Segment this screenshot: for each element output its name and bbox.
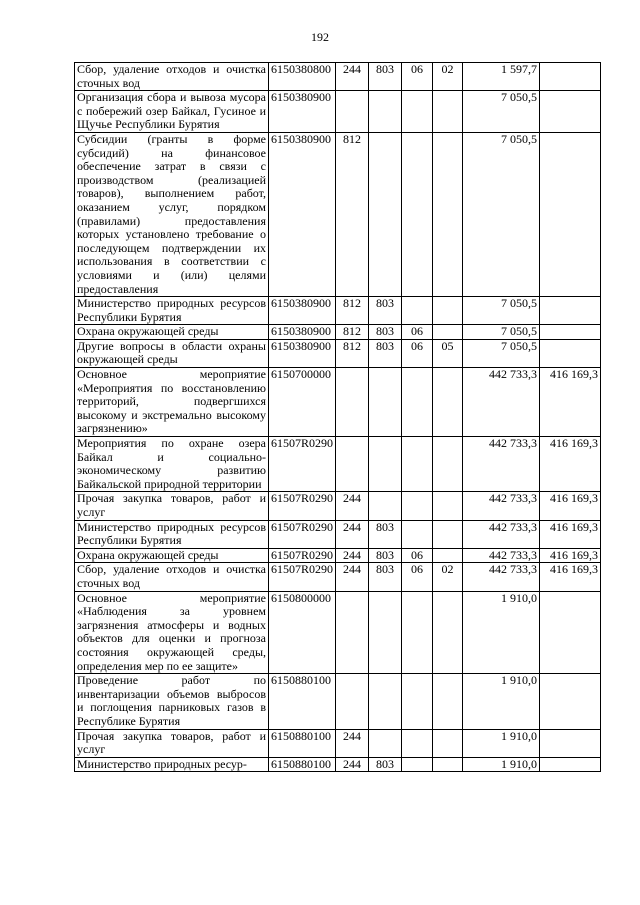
- page-number: 192: [311, 30, 329, 44]
- row-name-cell: Основное мероприятие «Мероприятия по восстановлению территорий, подвергшихся высокому и экстремально высокому загрязнению»: [75, 368, 269, 437]
- amount-total-cell: 7 050,5: [463, 132, 540, 296]
- table-row: [75, 297, 601, 325]
- target-article-cell: 61507R0290: [269, 437, 336, 492]
- table-row: [75, 757, 601, 772]
- table-row: [75, 591, 601, 674]
- target-article-cell: 6150380800: [269, 63, 336, 91]
- section-cell: [402, 132, 433, 296]
- target-article-cell: 61507R0290: [269, 548, 336, 563]
- ministry-code-cell: 803: [369, 520, 402, 548]
- table-row: [75, 63, 601, 91]
- ministry-code-cell: [369, 437, 402, 492]
- row-name-cell: Основное мероприятие «Наблюдения за уровнем загрязнения атмосферы и водных объектов для оценки и прогноза состояния окружающей среды, определения мер по ее защите»: [75, 591, 269, 674]
- expense-type-cell: 244: [336, 563, 369, 591]
- expense-type-cell: 244: [336, 757, 369, 772]
- table-row: [75, 563, 601, 591]
- subsection-cell: [433, 437, 463, 492]
- ministry-code-cell: [369, 132, 402, 296]
- expense-type-cell: 244: [336, 63, 369, 91]
- table-row: [75, 368, 601, 437]
- amount-total-cell: 7 050,5: [463, 91, 540, 133]
- amount-federal-cell: 416 169,3: [540, 520, 601, 548]
- amount-total-cell: 442 733,3: [463, 368, 540, 437]
- expense-type-cell: 244: [336, 520, 369, 548]
- target-article-cell: 6150380900: [269, 325, 336, 340]
- subsection-cell: [433, 674, 463, 729]
- amount-total-cell: 442 733,3: [463, 492, 540, 520]
- expense-type-cell: 812: [336, 132, 369, 296]
- row-name-cell: Мероприятия по охране озера Байкал и социально-экономическому развитию Байкальской природной территории: [75, 437, 269, 492]
- table-row: [75, 339, 601, 367]
- subsection-cell: [433, 591, 463, 674]
- ministry-code-cell: 803: [369, 563, 402, 591]
- section-cell: [402, 591, 433, 674]
- subsection-cell: 02: [433, 63, 463, 91]
- ministry-code-cell: [369, 591, 402, 674]
- subsection-cell: 02: [433, 563, 463, 591]
- section-cell: [402, 757, 433, 772]
- amount-total-cell: 442 733,3: [463, 437, 540, 492]
- amount-total-cell: 7 050,5: [463, 297, 540, 325]
- amount-federal-cell: [540, 757, 601, 772]
- subsection-cell: [433, 729, 463, 757]
- ministry-code-cell: 803: [369, 63, 402, 91]
- table-row: [75, 437, 601, 492]
- amount-federal-cell: [540, 91, 601, 133]
- section-cell: 06: [402, 325, 433, 340]
- expense-type-cell: [336, 591, 369, 674]
- section-cell: [402, 674, 433, 729]
- amount-federal-cell: [540, 325, 601, 340]
- target-article-cell: 6150800000: [269, 591, 336, 674]
- row-name-cell: Сбор, удаление отходов и очистка сточных вод: [75, 63, 269, 91]
- section-cell: 06: [402, 548, 433, 563]
- table-row: [75, 729, 601, 757]
- ministry-code-cell: 803: [369, 325, 402, 340]
- amount-federal-cell: [540, 339, 601, 367]
- row-name-cell: Охрана окружающей среды: [75, 325, 269, 340]
- subsection-cell: [433, 520, 463, 548]
- target-article-cell: 6150880100: [269, 757, 336, 772]
- table-row: [75, 325, 601, 340]
- row-name-cell: Прочая закупка товаров, работ и услуг: [75, 492, 269, 520]
- ministry-code-cell: 803: [369, 757, 402, 772]
- amount-federal-cell: 416 169,3: [540, 548, 601, 563]
- row-name-cell: Охрана окружающей среды: [75, 548, 269, 563]
- expense-type-cell: 812: [336, 339, 369, 367]
- section-cell: [402, 437, 433, 492]
- subsection-cell: [433, 368, 463, 437]
- table-row: [75, 674, 601, 729]
- amount-total-cell: 1 910,0: [463, 591, 540, 674]
- row-name-cell: Министерство природных ресур-: [75, 757, 269, 772]
- budget-table: [74, 62, 601, 772]
- amount-federal-cell: 416 169,3: [540, 437, 601, 492]
- amount-federal-cell: [540, 674, 601, 729]
- section-cell: [402, 729, 433, 757]
- target-article-cell: 61507R0290: [269, 492, 336, 520]
- subsection-cell: [433, 325, 463, 340]
- amount-federal-cell: 416 169,3: [540, 368, 601, 437]
- section-cell: [402, 91, 433, 133]
- row-name-cell: Организация сбора и вывоза мусора с побережий озер Байкал, Гусиное и Щучье Республики Бурятия: [75, 91, 269, 133]
- subsection-cell: [433, 757, 463, 772]
- amount-federal-cell: [540, 729, 601, 757]
- row-name-cell: Прочая закупка товаров, работ и услуг: [75, 729, 269, 757]
- ministry-code-cell: 803: [369, 339, 402, 367]
- amount-total-cell: 7 050,5: [463, 339, 540, 367]
- target-article-cell: 6150380900: [269, 91, 336, 133]
- expense-type-cell: 812: [336, 297, 369, 325]
- ministry-code-cell: [369, 729, 402, 757]
- expense-type-cell: [336, 91, 369, 133]
- amount-total-cell: 1 597,7: [463, 63, 540, 91]
- amount-federal-cell: 416 169,3: [540, 563, 601, 591]
- amount-federal-cell: [540, 297, 601, 325]
- subsection-cell: [433, 492, 463, 520]
- ministry-code-cell: [369, 368, 402, 437]
- amount-total-cell: 1 910,0: [463, 729, 540, 757]
- target-article-cell: 6150380900: [269, 297, 336, 325]
- amount-total-cell: 442 733,3: [463, 520, 540, 548]
- section-cell: 06: [402, 63, 433, 91]
- amount-total-cell: 1 910,0: [463, 674, 540, 729]
- row-name-cell: Субсидии (гранты в форме субсидий) на финансовое обеспечение затрат в связи с производством (реализацией товаров), выполнением работ, оказанием услуг, порядком (правилами) предоставления которых установлено требование о последующем подтверждении их использования в соответствии с условиями и (или) целями предоставления: [75, 132, 269, 296]
- table-row: [75, 492, 601, 520]
- row-name-cell: Министерство природных ресурсов Республики Бурятия: [75, 297, 269, 325]
- expense-type-cell: [336, 368, 369, 437]
- row-name-cell: Проведение работ по инвентаризации объемов выбросов и поглощения парниковых газов в Республике Бурятия: [75, 674, 269, 729]
- subsection-cell: [433, 132, 463, 296]
- table-row: [75, 520, 601, 548]
- section-cell: 06: [402, 563, 433, 591]
- section-cell: [402, 297, 433, 325]
- amount-federal-cell: [540, 132, 601, 296]
- ministry-code-cell: [369, 91, 402, 133]
- section-cell: [402, 520, 433, 548]
- subsection-cell: [433, 548, 463, 563]
- expense-type-cell: 244: [336, 729, 369, 757]
- amount-total-cell: 1 910,0: [463, 757, 540, 772]
- row-name-cell: Министерство природных ресурсов Республики Бурятия: [75, 520, 269, 548]
- target-article-cell: 6150880100: [269, 729, 336, 757]
- subsection-cell: [433, 91, 463, 133]
- expense-type-cell: [336, 437, 369, 492]
- expense-type-cell: 244: [336, 492, 369, 520]
- expense-type-cell: 244: [336, 548, 369, 563]
- section-cell: [402, 492, 433, 520]
- expense-type-cell: 812: [336, 325, 369, 340]
- section-cell: 06: [402, 339, 433, 367]
- amount-federal-cell: [540, 63, 601, 91]
- target-article-cell: 6150700000: [269, 368, 336, 437]
- table-row: [75, 91, 601, 133]
- section-cell: [402, 368, 433, 437]
- subsection-cell: [433, 297, 463, 325]
- table-body: [75, 63, 601, 772]
- ministry-code-cell: 803: [369, 297, 402, 325]
- expense-type-cell: [336, 674, 369, 729]
- amount-total-cell: 442 733,3: [463, 563, 540, 591]
- target-article-cell: 61507R0290: [269, 563, 336, 591]
- ministry-code-cell: 803: [369, 548, 402, 563]
- target-article-cell: 6150880100: [269, 674, 336, 729]
- target-article-cell: 6150380900: [269, 339, 336, 367]
- ministry-code-cell: [369, 492, 402, 520]
- amount-federal-cell: [540, 591, 601, 674]
- row-name-cell: Другие вопросы в области охраны окружающей среды: [75, 339, 269, 367]
- amount-total-cell: 7 050,5: [463, 325, 540, 340]
- target-article-cell: 6150380900: [269, 132, 336, 296]
- amount-federal-cell: 416 169,3: [540, 492, 601, 520]
- amount-total-cell: 442 733,3: [463, 548, 540, 563]
- ministry-code-cell: [369, 674, 402, 729]
- table-row: [75, 548, 601, 563]
- subsection-cell: 05: [433, 339, 463, 367]
- table-row: [75, 132, 601, 296]
- row-name-cell: Сбор, удаление отходов и очистка сточных вод: [75, 563, 269, 591]
- target-article-cell: 61507R0290: [269, 520, 336, 548]
